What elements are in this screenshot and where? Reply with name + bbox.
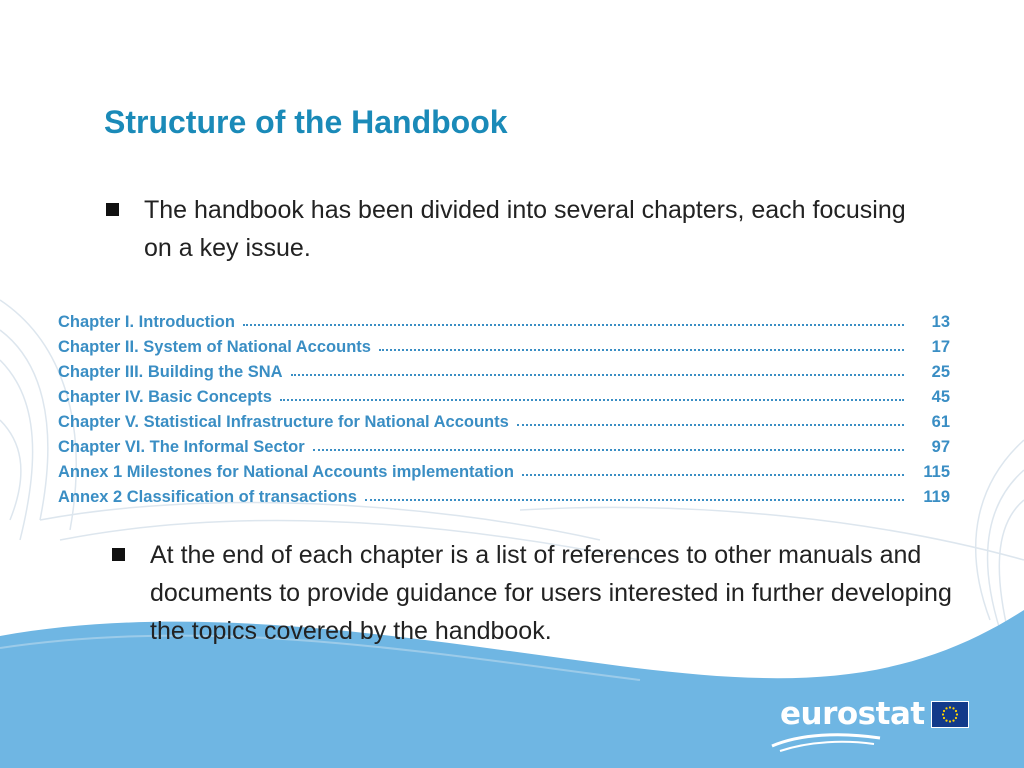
toc-leader-dots — [365, 496, 904, 501]
toc-leader-dots — [522, 471, 904, 476]
slide-title: Structure of the Handbook — [104, 104, 508, 140]
toc-page-number: 25 — [931, 363, 950, 381]
square-bullet-icon — [106, 203, 119, 216]
toc-row — [58, 357, 950, 382]
eu-flag-icon — [931, 701, 969, 728]
toc-entry-title: Chapter I. Introduction — [58, 313, 235, 331]
toc-leader-dots — [280, 396, 904, 401]
toc-leader-dots — [517, 421, 904, 426]
toc-leader-dots — [313, 446, 904, 451]
bullet-text: At the end of each chapter is a list of references to other manuals and documents to provide guidance for users interested in further developing the topics covered by the handbook. — [150, 541, 952, 645]
square-bullet-icon — [112, 548, 125, 561]
toc-row — [58, 482, 950, 507]
toc-entry-title: Annex 1 Milestones for National Accounts implementation — [58, 463, 514, 481]
toc-leader-dots — [243, 321, 904, 326]
logo-wordmark: eurostat — [780, 696, 925, 732]
toc-row — [58, 382, 950, 407]
bullet-item-2 — [112, 536, 952, 650]
table-of-contents — [58, 307, 950, 507]
toc-entry-title: Chapter VI. The Informal Sector — [58, 438, 305, 456]
toc-page-number: 61 — [931, 413, 950, 431]
toc-page-number: 119 — [923, 488, 950, 506]
toc-entry-title: Annex 2 Classification of transactions — [58, 488, 357, 506]
logo-swoosh-icon — [770, 724, 890, 754]
toc-leader-dots — [379, 346, 904, 351]
bullet-text: The handbook has been divided into several chapters, each focusing on a key issue. — [144, 196, 906, 262]
toc-entry-title: Chapter IV. Basic Concepts — [58, 388, 272, 406]
toc-page-number: 45 — [931, 388, 950, 406]
toc-row — [58, 432, 950, 457]
toc-page-number: 13 — [931, 313, 950, 331]
bullet-item-1 — [106, 191, 906, 267]
toc-row — [58, 332, 950, 357]
toc-page-number: 17 — [931, 338, 950, 356]
toc-page-number: 115 — [923, 463, 950, 481]
toc-entry-title: Chapter III. Building the SNA — [58, 363, 283, 381]
toc-page-number: 97 — [931, 438, 950, 456]
toc-entry-title: Chapter V. Statistical Infrastructure for National Accounts — [58, 413, 509, 431]
toc-row — [58, 457, 950, 482]
toc-row — [58, 307, 950, 332]
toc-leader-dots — [291, 371, 904, 376]
toc-entry-title: Chapter II. System of National Accounts — [58, 338, 371, 356]
toc-row — [58, 407, 950, 432]
